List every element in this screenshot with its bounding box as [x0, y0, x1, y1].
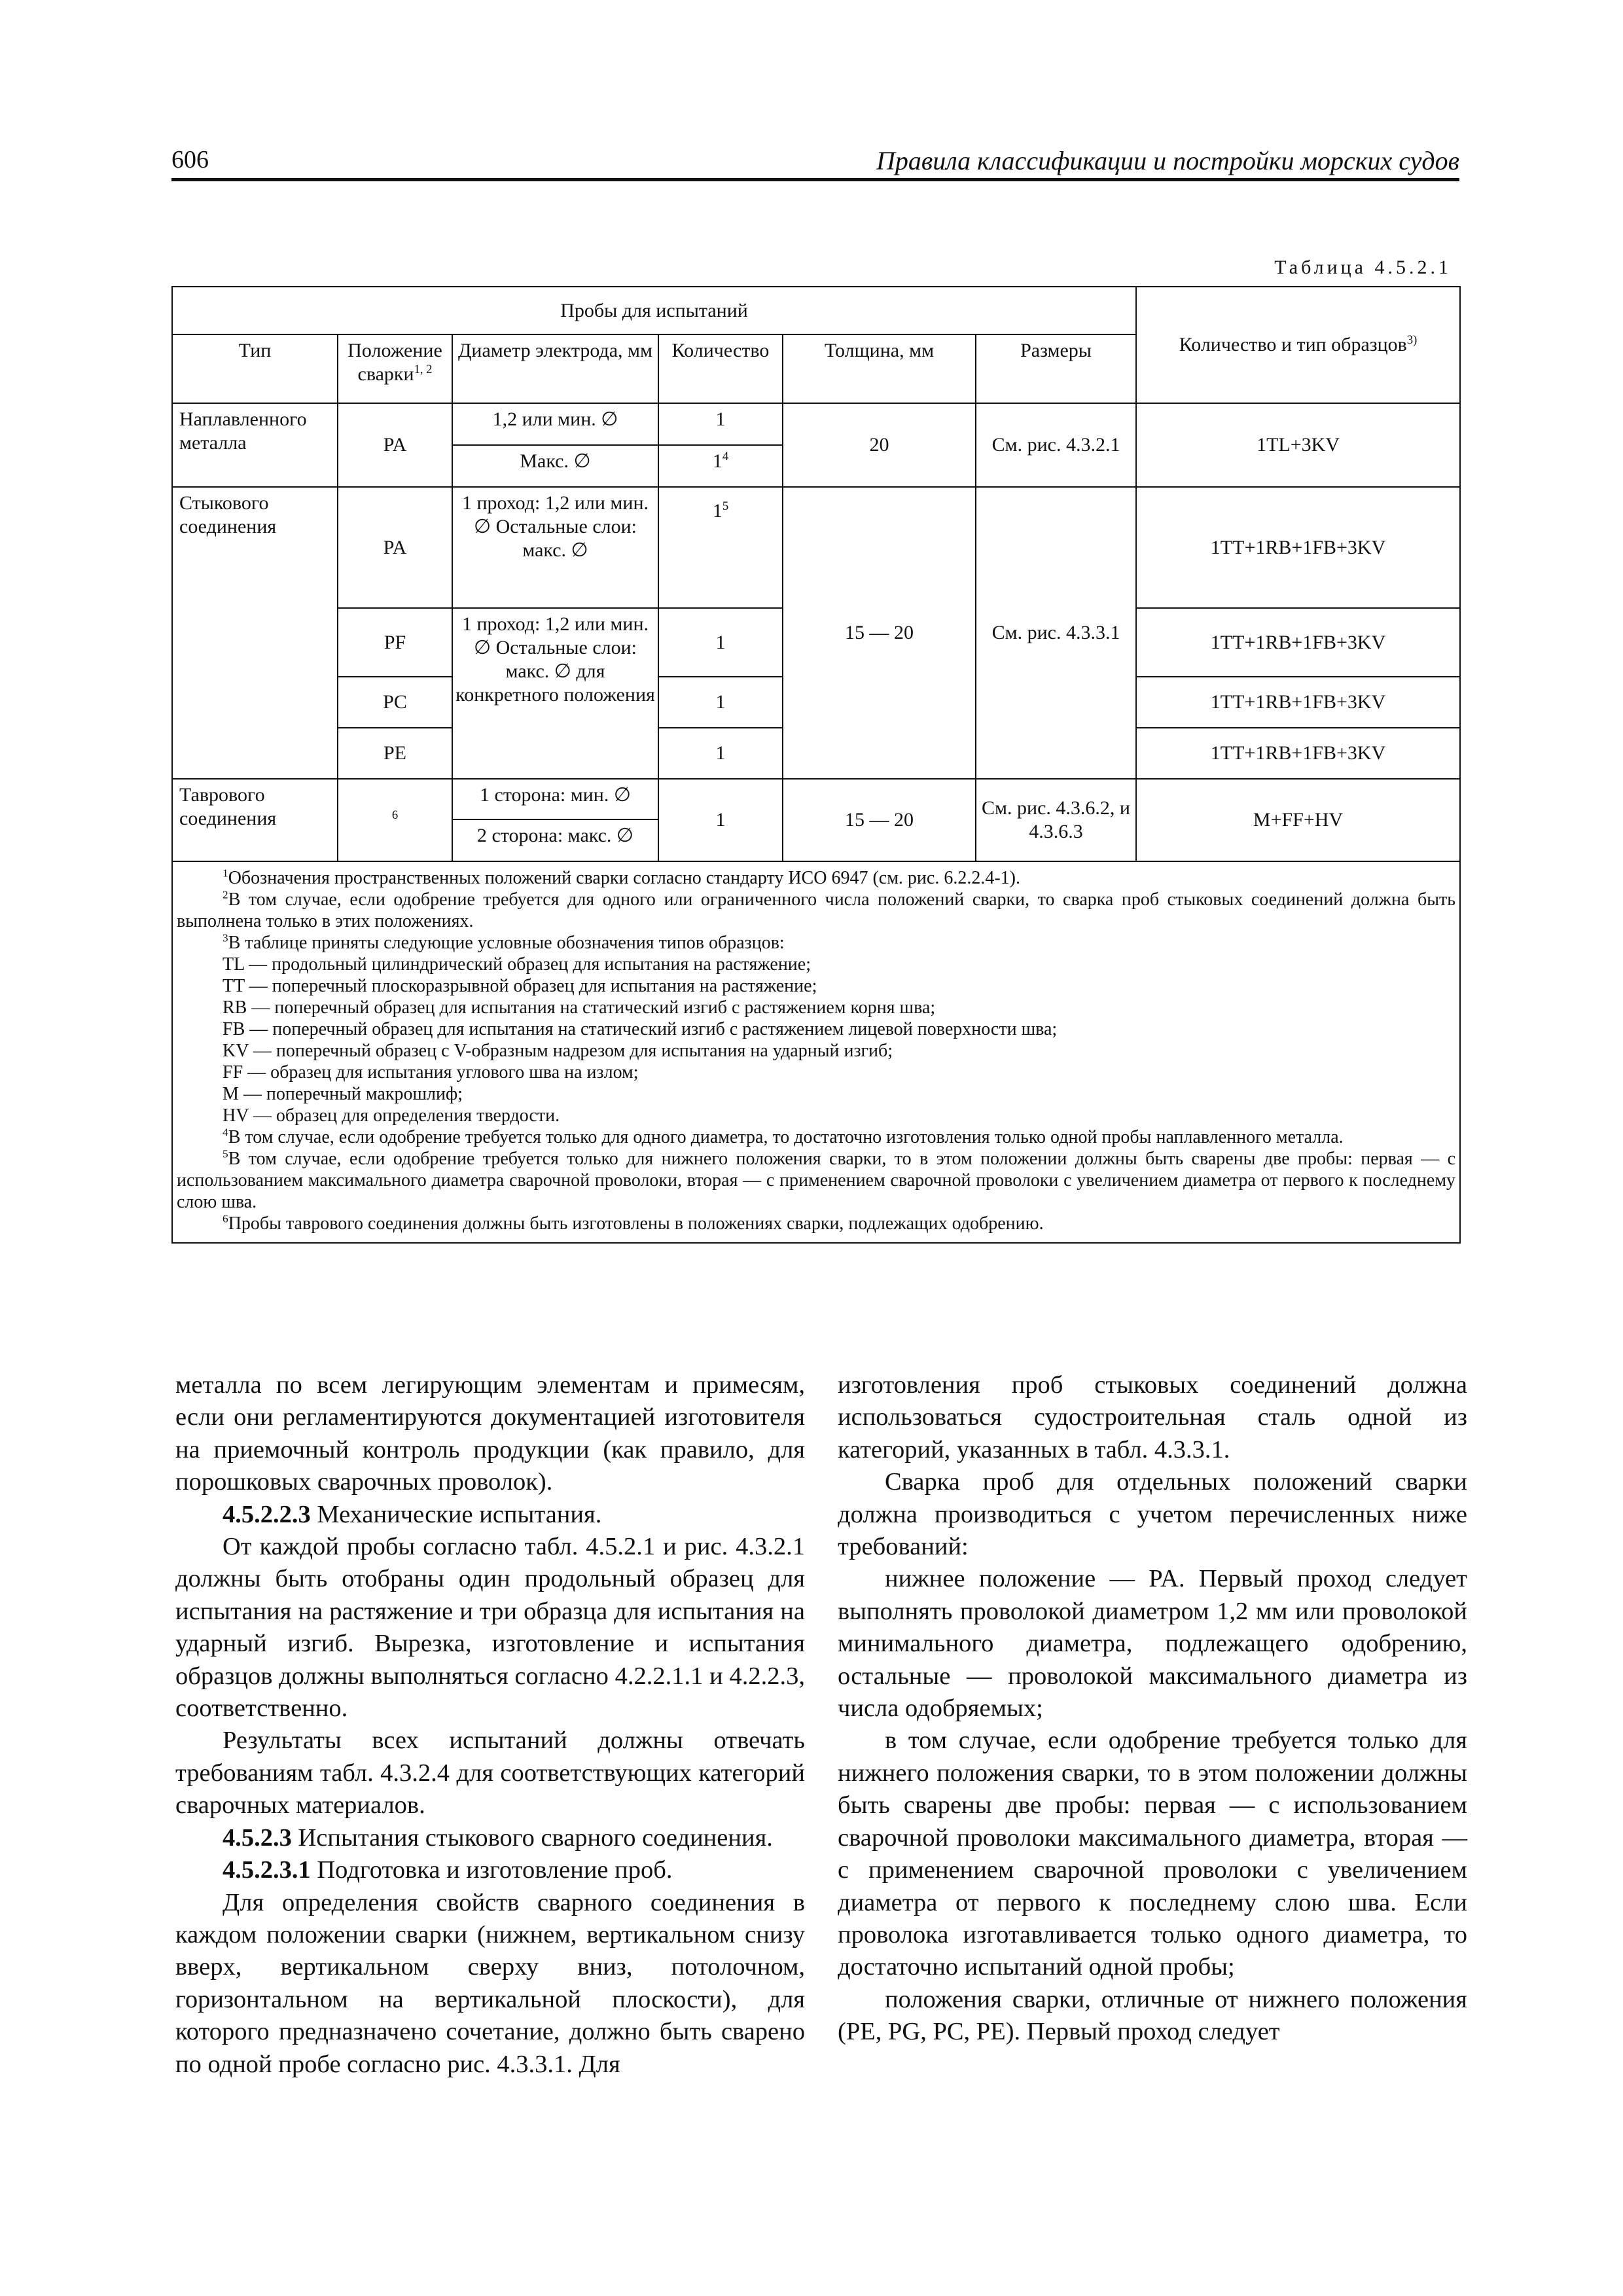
row-type-tee: Таврового соединения: [172, 779, 338, 861]
section-heading-4-5-2-2-3: 4.5.2.2.3 Механические испытания.: [223, 1500, 602, 1528]
left-paragraph-4: Для определения свойств сварного соединения в каждом положении сварки (нижнем, вертикальном снизу вверх, вертикальном сверху вниз, потолочном, горизонтальном на вертикальной плоскости), для которого предназначено сочетание, должно быть сварено по одной пробе согласно рис. 4.3.3.1. Для: [175, 1888, 805, 2078]
left-paragraph-2: От каждой пробы согласно табл. 4.5.2.1 и рис. 4.3.2.1 должны быть отобраны один продольный образец для испытания на растяжение и три образца для испытания на ударный изгиб. Вырезка, изготовление и испытания образцов должны выполняться согласно 4.2.2.1.1 и 4.2.2.3, соответственно.: [175, 1533, 805, 1723]
tee-position: 6: [338, 779, 452, 861]
butt-pf-qty: 1: [658, 608, 783, 677]
page-number: 606: [171, 146, 209, 173]
table-header-row-1: [172, 287, 1460, 334]
table-notes-row: [172, 861, 1460, 1243]
note-6: $^6$Пробы таврового соединения должны быть изготовлены в положениях сварки, подлежащих одобрению.: [223, 1212, 1044, 1234]
header-thickness: Толщина, мм: [783, 334, 976, 403]
right-paragraph-1: изготовления проб стыковых соединений должна использоваться судостроительная сталь одной из категорий, указанных в табл. 4.3.3.1.: [838, 1371, 1467, 1463]
tee-thickness: 15 — 20: [783, 779, 976, 861]
tee-specimens: M+FF+HV: [1136, 779, 1460, 861]
header-position: Положение сварки$^{1, 2}$: [338, 334, 452, 403]
weld-metal-qty-2: $1^4$: [658, 445, 783, 487]
butt-pf-diameter: 1 проход: 1,2 или мин. ∅ Остальные слои: макс. ∅ для конкретного положения: [452, 608, 658, 779]
key-tl: TL — продольный цилиндрический образец для испытания на растяжение;: [223, 954, 811, 975]
key-fb: FB — поперечный образец для испытания на статический изгиб с растяжением лицевой поверхности шва;: [223, 1019, 1058, 1039]
butt-pa-position: PA: [338, 487, 452, 608]
butt-thickness: 15 — 20: [783, 487, 976, 779]
note-2: $^2$В том случае, если одобрение требуется для одного или ограниченного числа положений сварки, то сварка проб стыковых соединений должна быть выполнена только в этих положениях.: [177, 888, 1456, 931]
weld-metal-qty-1: 1: [658, 403, 783, 445]
right-column: [838, 1369, 1467, 2049]
butt-pc-position: PC: [338, 677, 452, 728]
right-paragraph-2: Сварка проб для отдельных положений сварки должна производиться с учетом перечисленных ниже требований:: [838, 1468, 1467, 1561]
tee-diameter-1: 1 сторона: мин. ∅: [452, 779, 658, 819]
group-header: Пробы для испытаний: [172, 287, 1136, 334]
butt-pa-diameter: 1 проход: 1,2 или мин. ∅ Остальные слои: макс. ∅: [452, 487, 658, 608]
row-type-butt: Стыкового соединения: [172, 487, 338, 779]
note-5: $^5$В том случае, если одобрение требуется только для нижнего положения сварки, то в этом положении должны быть сварены две пробы: первая — с использованием максимального диаметра сварочной проволоки, вторая — с применением сварочной проволоки с увеличением диаметра от первого к последнему слою шва.: [177, 1147, 1456, 1212]
table-row: [172, 403, 1460, 445]
header-rule: [171, 178, 1459, 181]
header-dimensions: Размеры: [976, 334, 1136, 403]
butt-pc-qty: 1: [658, 677, 783, 728]
weld-metal-specimens: 1TL+3KV: [1136, 403, 1460, 487]
butt-dimensions: См. рис. 4.3.3.1: [976, 487, 1136, 779]
right-paragraph-3: нижнее положение — PA. Первый проход следует выполнять проволокой диаметром 1,2 мм или проволокой минимального диаметра, подлежащего одобрению, остальные — проволокой максимального диаметра из числа одобряемых;: [838, 1565, 1467, 1723]
header-specimens: Количество и тип образцов$^{3)}$: [1136, 287, 1460, 403]
tee-dimensions: См. рис. 4.3.6.2, и 4.3.6.3: [976, 779, 1136, 861]
butt-pe-specimens: 1TT+1RB+1FB+3KV: [1136, 728, 1460, 779]
left-column: [175, 1369, 805, 2081]
left-paragraph-3: Результаты всех испытаний должны отвечать требованиям табл. 4.3.2.4 для соответствующих категорий сварочных материалов.: [175, 1727, 805, 1820]
weld-metal-diameter-1: 1,2 или мин. ∅: [452, 403, 658, 445]
table-notes: [172, 861, 1460, 1243]
butt-pa-qty: $1^5$: [658, 487, 783, 608]
section-heading-4-5-2-3-1: 4.5.2.3.1 Подготовка и изготовление проб.: [223, 1856, 673, 1884]
page-header: [171, 145, 1459, 178]
right-paragraph-5: положения сварки, отличные от нижнего положения (PE, PG, PC, PE). Первый проход следует: [838, 1985, 1467, 2046]
left-paragraph-1: металла по всем легирующим элементам и примесям, если они регламентируются документацией изготовителя на приемочный контроль продукции (как правило, для порошковых сварочных проволок).: [175, 1371, 805, 1496]
key-ff: FF — образец для испытания углового шва на излом;: [223, 1062, 639, 1083]
row-type-weld-metal: Наплавленного металла: [172, 403, 338, 487]
header-diameter: Диаметр электрода, мм: [452, 334, 658, 403]
weld-metal-thickness: 20: [783, 403, 976, 487]
key-rb: RB — поперечный образец для испытания на статический изгиб с растяжением корня шва;: [223, 997, 936, 1018]
header-type: Тип: [172, 334, 338, 403]
tee-qty: 1: [658, 779, 783, 861]
right-paragraph-4: в том случае, если одобрение требуется только для нижнего положения сварки, то в этом положении должны быть сварены две пробы: первая — с использованием сварочной проволоки максимального диаметра, вторая — с применением сварочной проволоки с увеличением диаметра от первого к последнему слою шва. Если проволока изготавливается только одного диаметра, то достаточно испытаний одной пробы;: [838, 1727, 1467, 1981]
key-m: M — поперечный макрошлиф;: [223, 1084, 463, 1104]
butt-pe-position: PE: [338, 728, 452, 779]
specimen-table: [171, 286, 1461, 1244]
butt-pe-qty: 1: [658, 728, 783, 779]
butt-pa-specimens: 1TT+1RB+1FB+3KV: [1136, 487, 1460, 608]
key-tt: TT — поперечный плоскоразрывной образец для испытания на растяжение;: [223, 976, 817, 996]
key-hv: HV — образец для определения твердости.: [223, 1105, 560, 1126]
weld-metal-diameter-2: Макс. ∅: [452, 445, 658, 487]
note-4: $^4$В том случае, если одобрение требуется только для одного диаметра, то достаточно изготовления только одной пробы наплавленного металла.: [223, 1126, 1344, 1147]
note-1: $^1$Обозначения пространственных положений сварки согласно стандарту ИСО 6947 (см. рис. 6.2.2.4-1).: [223, 867, 1020, 888]
tee-diameter-2: 2 сторона: макс. ∅: [452, 819, 658, 861]
weld-metal-dimensions: См. рис. 4.3.2.1: [976, 403, 1136, 487]
header-quantity: Количество: [658, 334, 783, 403]
weld-metal-position: PA: [338, 403, 452, 487]
table-row: [172, 779, 1460, 819]
note-3: $^3$В таблице приняты следующие условные обозначения типов образцов:: [223, 931, 785, 953]
butt-pf-specimens: 1TT+1RB+1FB+3KV: [1136, 608, 1460, 677]
butt-pf-position: PF: [338, 608, 452, 677]
table-row: [172, 487, 1460, 608]
butt-pc-specimens: 1TT+1RB+1FB+3KV: [1136, 677, 1460, 728]
table-caption: Таблица 4.5.2.1: [1274, 257, 1452, 278]
key-kv: KV — поперечный образец с V-образным надрезом для испытания на ударный изгиб;: [223, 1041, 893, 1061]
section-heading-4-5-2-3: 4.5.2.3 Испытания стыкового сварного соединения.: [223, 1823, 773, 1852]
running-title: Правила классификации и постройки морских судов: [876, 146, 1459, 175]
